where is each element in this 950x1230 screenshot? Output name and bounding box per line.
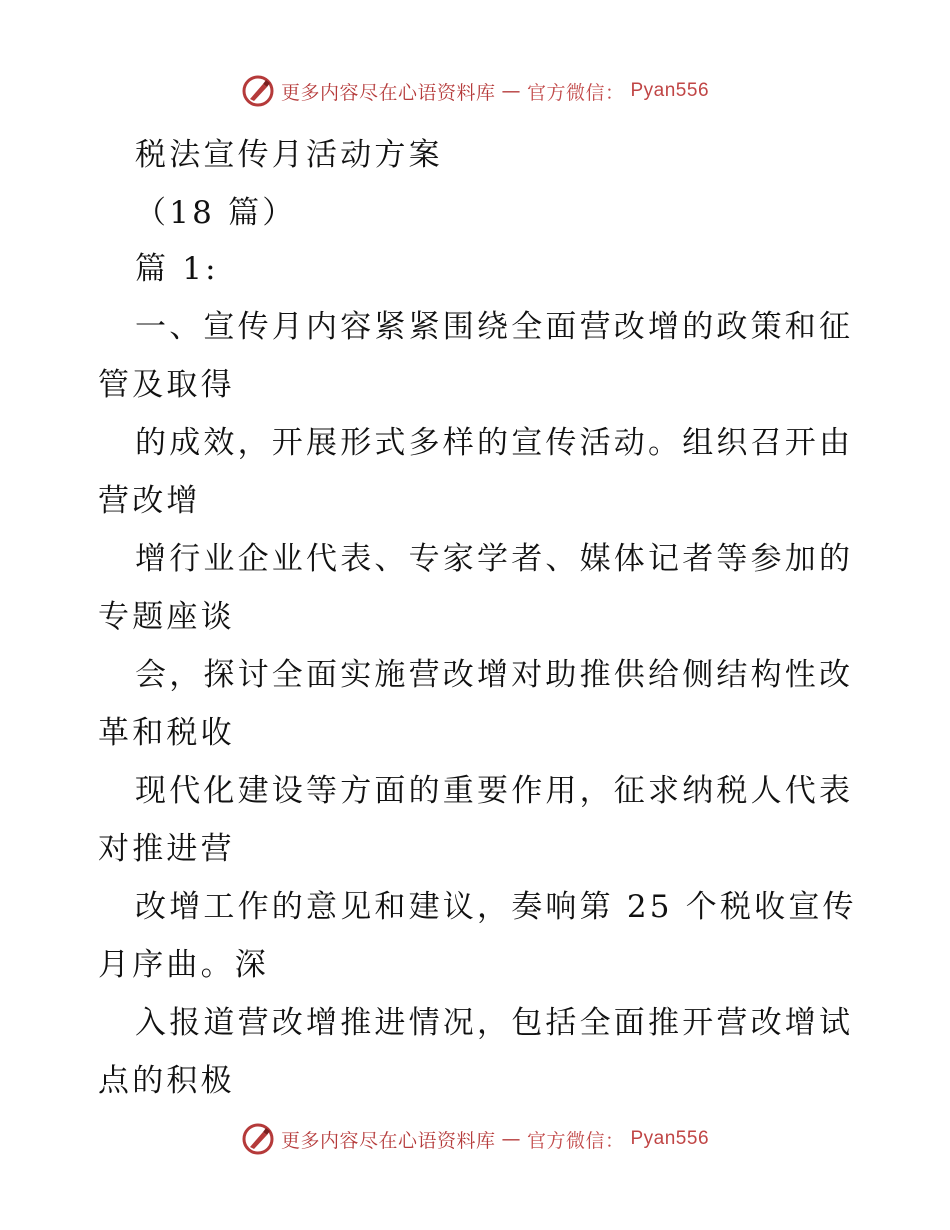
watermark-wechat-label: 官方微信： <box>526 81 625 104</box>
paragraph-line: 现代化建设等方面的重要作用，征求纳税人代表 <box>135 773 854 809</box>
paragraph-line: 的成效，开展形式多样的宣传活动。组织召开由 <box>135 425 854 461</box>
paragraph-line: 营改增 <box>98 483 201 519</box>
paragraph-line: 增行业企业代表、专家学者、媒体记者等参加的 <box>135 541 854 577</box>
watermark-wechat-id: Pyan556 <box>630 80 710 101</box>
watermark-wechat-id: Pyan556 <box>630 1128 710 1149</box>
pen-logo-icon <box>241 1122 275 1156</box>
paragraph-line: 点的积极 <box>98 1063 235 1099</box>
paragraph-line: 会，探讨全面实施营改增对助推供给侧结构性改 <box>135 657 854 693</box>
pen-logo-icon <box>241 74 275 108</box>
header-watermark <box>0 74 950 108</box>
footer-watermark <box>0 1122 950 1156</box>
watermark-site-text: 更多内容尽在心语资料库 <box>280 81 496 104</box>
watermark-dash: — <box>501 1128 521 1150</box>
watermark-site-text: 更多内容尽在心语资料库 <box>280 1129 496 1152</box>
paragraph-line: 对推进营 <box>98 831 235 867</box>
paragraph-line: 一、宣传月内容紧紧围绕全面营改增的政策和征 <box>135 309 854 345</box>
document-title: 税法宣传月活动方案 <box>135 137 443 173</box>
watermark-dash: — <box>501 80 521 102</box>
paragraph-line: 管及取得 <box>98 367 235 403</box>
section-heading: 篇 1: <box>135 251 219 287</box>
document-count: （18 篇） <box>135 195 297 231</box>
paragraph-line: 入报道营改增推进情况，包括全面推开营改增试 <box>135 1005 854 1041</box>
paragraph-line: 专题座谈 <box>98 599 235 635</box>
watermark-wechat-label: 官方微信： <box>526 1129 625 1152</box>
paragraph-line: 革和税收 <box>98 715 235 751</box>
paragraph-line: 改增工作的意见和建议，奏响第 25 个税收宣传 <box>135 889 857 925</box>
paragraph-line: 月序曲。深 <box>98 947 269 983</box>
document-body <box>98 126 858 1110</box>
